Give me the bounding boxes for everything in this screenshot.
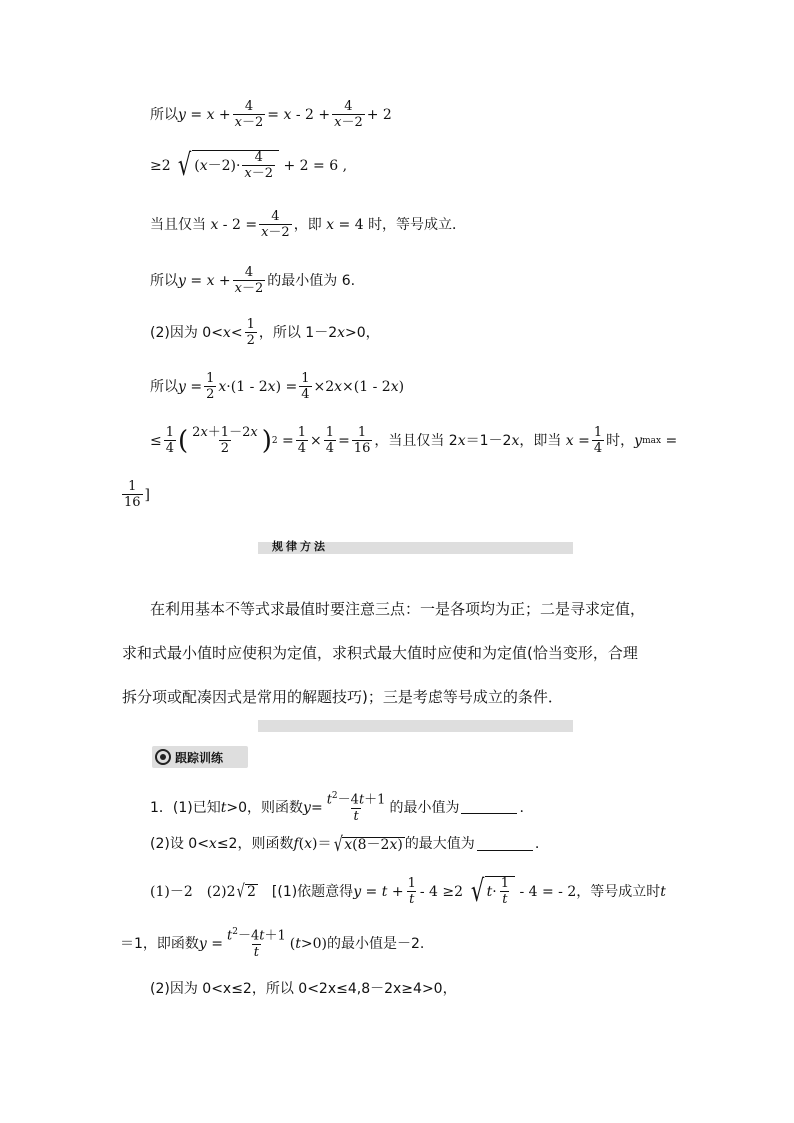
- question-2: (2)设 0< x ≤2，则函数 f ( x )＝ √ x (8－2 x ) 的最大值为 .: [150, 832, 540, 856]
- answer-blank-2[interactable]: [477, 838, 533, 851]
- math-line-2: ≥2 √ ( x －2)· $\frac{4}{x-2}$ + 2 = 6 ,: [150, 147, 348, 183]
- rule-line-2: 求和式最小值时应使积为定值，求积式最大值时应使和为定值(恰当变形，合理: [122, 644, 638, 662]
- tracking-training-header: [152, 746, 248, 768]
- question-1: 1．(1)已知 t >0，则函数 y = $\frac{t^2-4t+1}{t}$ 的最小值为 .: [150, 791, 524, 824]
- answer-line-1: (1)－2 (2)2 √ 2 [(1)依题意得 y = t + $\frac{1}{t}$ - 4 ≥2 √ t · $\frac{1}{t}$ - 4 = - 2 ，等号成立时 t: [150, 873, 666, 909]
- math-line-6: 所以 y = $\frac{1}{2}$ x ·(1 - 2 x ) = $\frac{1}{4}$ ×2 x ×(1 - 2 x ): [150, 371, 405, 403]
- rule-line-1: 在利用基本不等式求最值时要注意三点：一是各项均为正；二是寻求定值，: [150, 600, 646, 618]
- math-line-7: ≤ $\frac{1}{4}$ ( $\frac{2x+1-2x}{2}$ ) 2 = $\frac{1}{4}$ × $\frac{1}{4}$ = $\frac{1}{16}$ ，当且仅当 2 x ＝1－2 x ，即当 x = $\frac{1}{4}$ 时， y max =: [150, 425, 678, 457]
- math-line-8: $\frac{1}{16}$ ]: [124, 479, 151, 511]
- math-line-5: (2)因为 0< x < $\frac{1}{2}$ ，所以 1－2 x >0，: [150, 317, 380, 349]
- tracking-training-title: 跟踪训练: [175, 750, 224, 765]
- answer-blank-1[interactable]: [461, 801, 517, 814]
- math-line-3: 当且仅当 x - 2 = $\frac{4}{x-2}$ ，即 x = 4 时，等号成立．: [150, 209, 467, 241]
- rule-method-title: 规律方法: [272, 540, 328, 553]
- section-bar-bottom: [258, 720, 573, 732]
- math-line-4: 所以 y = x + $\frac{4}{x-2}$ 的最小值为 6.: [150, 265, 356, 297]
- answer-line-2: ＝1，即函数 y = $\frac{t^2-4t+1}{t}$ ( t >0) 的最小值是－2.: [120, 927, 425, 960]
- math-line-1: 所以 y = x + $\frac{4}{x-2}$ = x - 2 + $\frac{4}{x-2}$ + 2: [150, 99, 392, 131]
- target-icon: [155, 749, 171, 765]
- answer-line-3: (2)因为 0<x≤2，所以 0<2x≤4,8－2x≥4>0，: [150, 981, 457, 997]
- rule-line-3: 拆分项或配凑因式是常用的解题技巧)；三是考虑等号成立的条件．: [122, 688, 563, 706]
